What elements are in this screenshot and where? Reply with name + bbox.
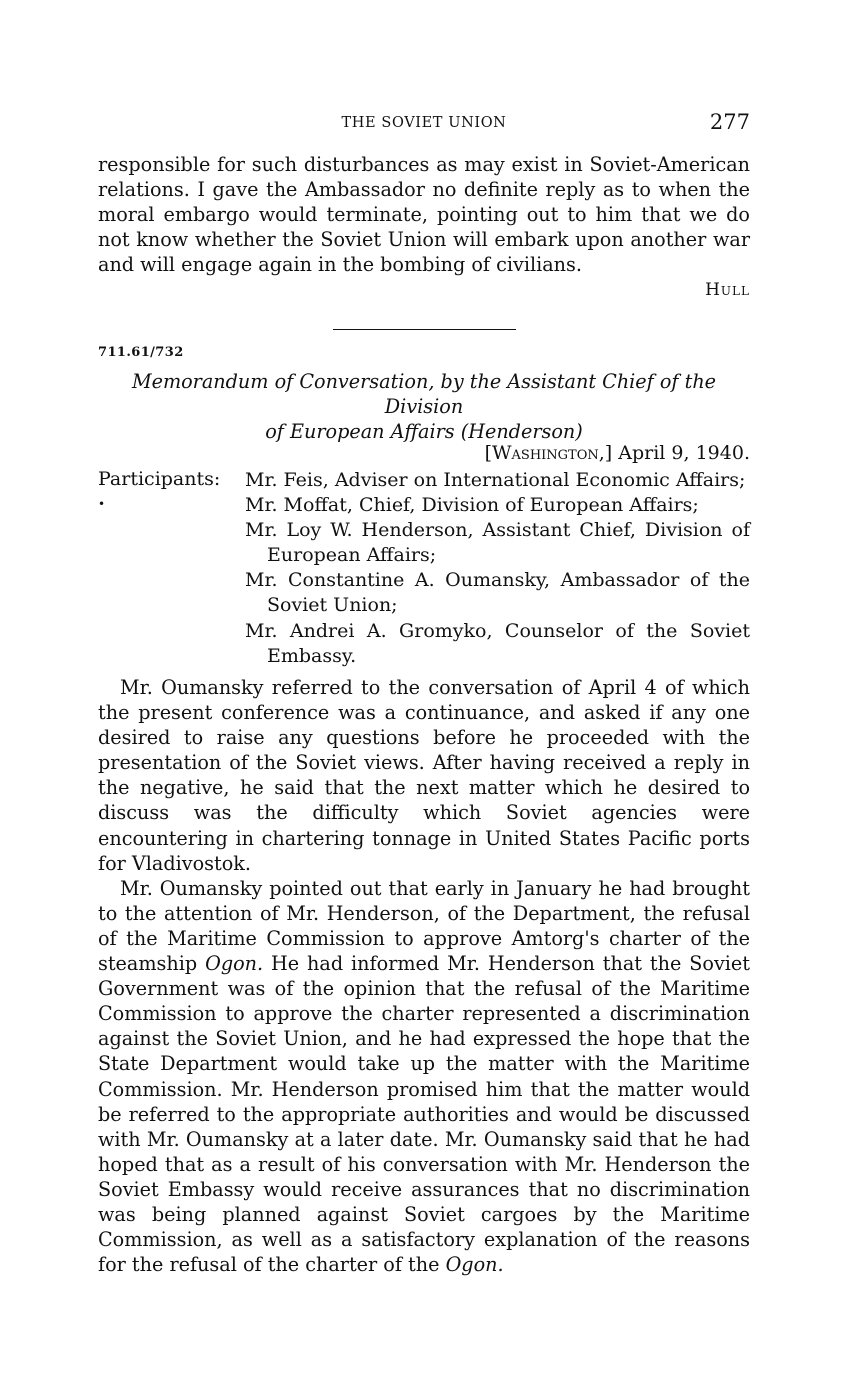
continuation-paragraph: [98, 152, 750, 277]
paragraph-2-part-2: He had informed Mr. Henderson that the Soviet Government was of the opinion that the refusal of the Maritime Commission to approve the charter represented a discrimination against the Soviet Union, and he had expressed the hope that the State Department would take up the matter with the Maritime Commission. Mr. Henderson promised him that the matter would be referred to the appropriate authorities and would be discussed with Mr. Oumansky at a later date. Mr. Oumansky said that he had hoped that as a result of his conversation with Mr. Henderson the Soviet Embassy would receive assurances that no discrimination was being planned against Soviet cargoes by the Maritime Commission, as well as a satisfactory explanation of the reasons for the refusal of the charter of the: [98, 952, 750, 1277]
section-divider: [333, 329, 516, 330]
running-head: THE SOVIET UNION: [341, 115, 507, 131]
page-number: 277: [709, 110, 750, 134]
participants-list: [245, 468, 750, 669]
participant-item: Mr. Loy W. Henderson, Assistant Chief, Division of European Affairs;: [245, 519, 750, 567]
ship-name-end: Ogon.: [445, 1253, 504, 1277]
dateline-place: [Washington,]: [484, 442, 613, 464]
memo-title-line-2: of European Affairs (Henderson): [265, 420, 583, 443]
body-paragraph-2: [98, 876, 750, 1278]
ship-name: Ogon.: [205, 952, 264, 976]
paragraph-2-part-1: Mr. Oumansky pointed out that early in January he had brought to the attention of Mr. Henderson, of the Department, the refusal of the Maritime Commission to approve Amtorg's charter of the steamship: [98, 876, 750, 976]
participant-item: Mr. Constantine A. Oumansky, Ambassador of the Soviet Union;: [245, 569, 750, 617]
participants-label: Participants:: [98, 468, 221, 490]
body-paragraph-1: Mr. Oumansky referred to the conversation of April 4 of which the present conference was a continuance, and asked if any one desired to raise any questions before he proceeded with the presentation of the Soviet views. After having received a reply in the negative, he said that the next matter which he desired to discuss was the difficulty which Soviet agencies were encountering in chartering tonnage in United States Pacific ports for Vladivostok.: [98, 676, 750, 875]
memo-title: [98, 369, 750, 444]
memo-title-line-1: Memorandum of Conversation, by the Assistant Chief of the Division: [131, 370, 717, 418]
continuation-text: responsible for such disturbances as may exist in Soviet-American relations. I gave the Ambassador no definite reply as to when the moral embargo would terminate, pointing out to him that we do not know whether the Soviet Union will embark upon another war and will engage again in the bombing of civilians.: [98, 153, 750, 277]
dateline-date: April 9, 1940.: [618, 442, 750, 464]
dateline: [485, 442, 750, 464]
participant-item: Mr. Andrei A. Gromyko, Counselor of the Soviet Embassy.: [245, 619, 750, 667]
signature: Hull: [705, 280, 750, 300]
file-number: 711.61/732: [98, 345, 184, 360]
page-header: [98, 110, 750, 143]
participant-item: Mr. Feis, Adviser on International Economic Affairs;: [245, 469, 746, 491]
body-text: [98, 675, 750, 1277]
stray-mark: •: [98, 497, 106, 511]
participant-item: Mr. Moffat, Chief, Division of European Affairs;: [245, 494, 699, 517]
